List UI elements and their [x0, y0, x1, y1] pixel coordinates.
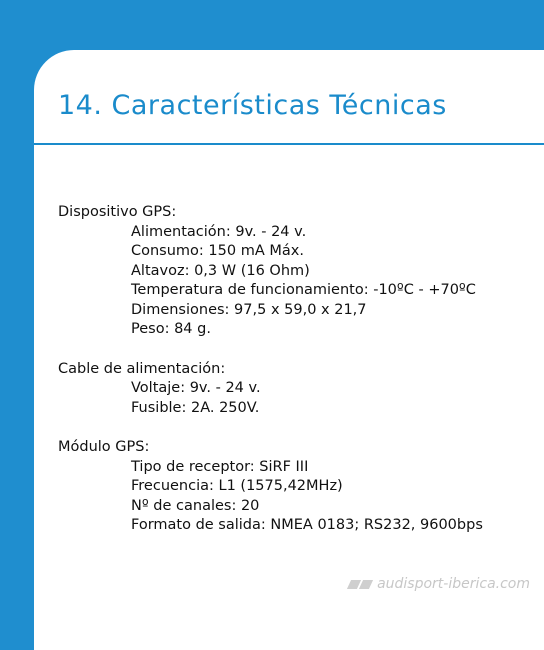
- audisport-logo-icon: [349, 580, 371, 589]
- spec-list: [58, 458, 483, 536]
- title-divider: [34, 143, 544, 145]
- spec-item: Dimensiones: 97,5 x 59,0 x 21,7: [131, 301, 367, 318]
- section-title: Módulo GPS:: [58, 439, 150, 455]
- specifications: [58, 203, 483, 556]
- page-title: 14. Características Técnicas: [58, 90, 447, 121]
- spec-item: Peso: 84 g.: [131, 321, 211, 337]
- spec-item: Altavoz: 0,3 W (16 Ohm): [131, 262, 310, 279]
- spec-item: Formato de salida: NMEA 0183; RS232, 9600bps: [131, 517, 483, 533]
- watermark-text: audisport-iberica.com: [377, 576, 530, 592]
- spec-item: Consumo: 150 mA Máx.: [131, 243, 304, 259]
- spec-list: [58, 223, 483, 340]
- spec-item: Nº de canales: 20: [131, 497, 260, 514]
- section-power-cable: [58, 360, 483, 419]
- spec-item: Tipo de receptor: SiRF III: [131, 458, 309, 475]
- section-gps-device: [58, 203, 483, 340]
- spec-item: Temperatura de funcionamiento: -10ºC - +70ºC: [131, 282, 476, 298]
- watermark: [349, 576, 530, 592]
- spec-item: Fusible: 2A. 250V.: [131, 399, 260, 416]
- spec-item: Alimentación: 9v. - 24 v.: [131, 223, 307, 240]
- spec-item: Voltaje: 9v. - 24 v.: [131, 380, 261, 396]
- section-gps-module: [58, 438, 483, 536]
- section-title: Cable de alimentación:: [58, 360, 226, 377]
- spec-list: [58, 379, 483, 418]
- section-title: Dispositivo GPS:: [58, 204, 177, 220]
- spec-item: Frecuencia: L1 (1575,42MHz): [131, 478, 343, 494]
